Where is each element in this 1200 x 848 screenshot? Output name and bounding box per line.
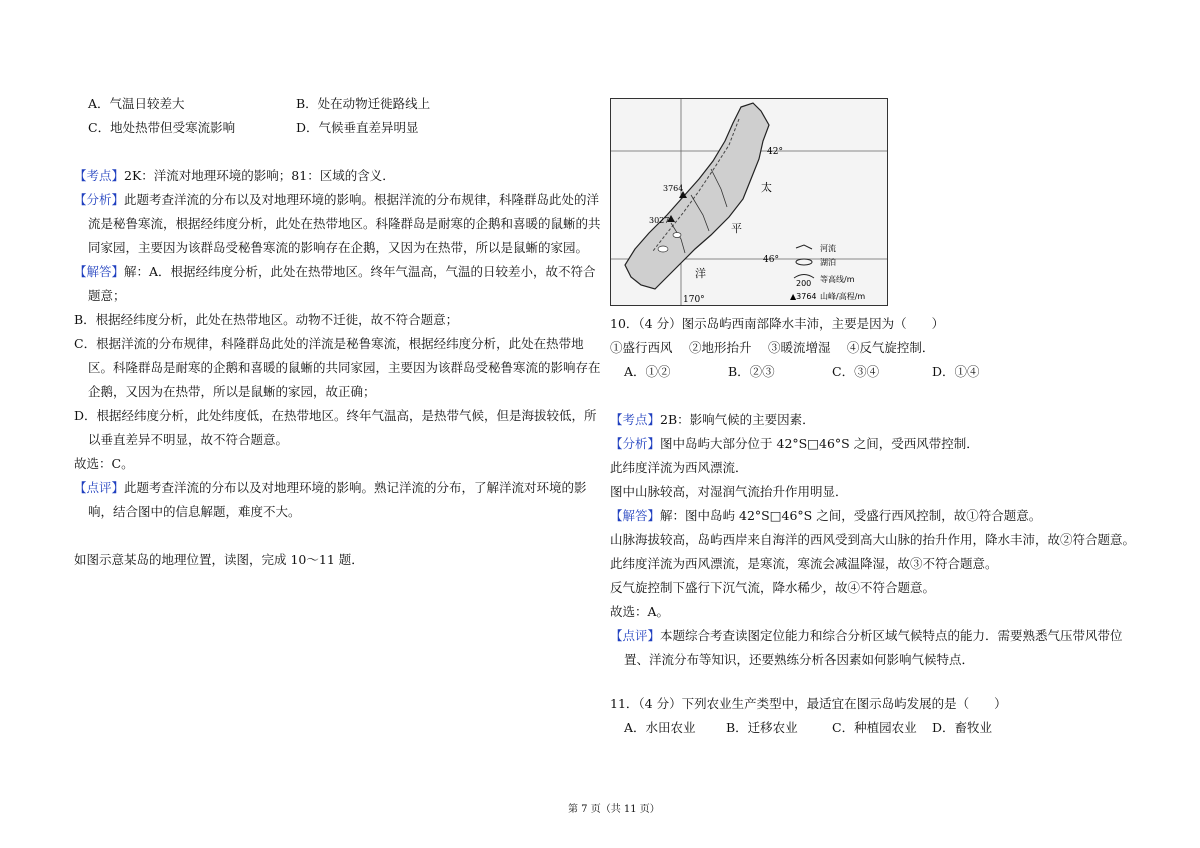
fenxi-tag: 【分析】: [610, 436, 661, 451]
q11-option-a: A．水田农业: [624, 720, 696, 735]
jieda-c-line: C．根据洋流的分布规律，科隆群岛此处的洋流是秘鲁寒流，根据经纬度分析，此处在热带地: [74, 336, 584, 351]
jieda-line: 解：图中岛屿 42°S□46°S 之间，受盛行西风控制，故①符合题意。: [660, 508, 1042, 523]
q11-option-b: B．迁移农业: [726, 720, 798, 735]
dianping-tag: 【点评】: [74, 480, 125, 495]
fenxi-line: 此题考查洋流的分布以及对地理环境的影响。根据洋流的分布规律，科隆群岛此处的洋: [124, 192, 600, 207]
q9-fenxi: [74, 192, 599, 208]
q10-option-a: A．①②: [624, 364, 671, 379]
fenxi-line: 图中山脉较高，对湿润气流抬升作用明显．: [610, 484, 848, 499]
jieda-line: 此纬度洋流为西风漂流，是寒流，寒流会减温降湿，故③不符合题意。: [610, 556, 998, 571]
q11-stem: 11．（4 分）下列农业生产类型中，最适宜在图示岛屿发展的是（ ）: [610, 696, 1007, 711]
jieda-d-line: 以垂直差异不明显，故不符合题意。: [88, 432, 289, 447]
q10-choices: ①盛行西风 ②地形抬升 ③暖流增湿 ④反气旋控制．: [610, 340, 935, 355]
q9-option-b: B．处在动物迁徙路线上: [296, 96, 431, 111]
q9-dianping: [74, 480, 587, 496]
peak-label: 3027: [649, 216, 670, 225]
contour-legend-icon: [794, 275, 814, 279]
q10-kaodian: [610, 412, 815, 428]
fenxi-line: 此纬度洋流为西风漂流．: [610, 460, 748, 475]
page-number: 第 7 页（共 11 页）: [568, 804, 660, 815]
jieda-line: 山脉海拔较高，岛屿西岸来自海洋的西风受到高大山脉的抬升作用，降水丰沛，故②符合题意。: [610, 532, 1136, 547]
q9-answer: 故选：C。: [74, 456, 134, 471]
q11-option-d: D．畜牧业: [932, 720, 993, 735]
q10-answer: 故选：A。: [610, 604, 670, 619]
kaodian-tag: 【考点】: [74, 168, 125, 183]
q10-fenxi: [610, 436, 979, 452]
lake-legend-icon: [796, 259, 812, 265]
q9-option-c: C．地处热带但受寒流影响: [88, 120, 236, 135]
legend-peak-value: ▲3764: [790, 292, 817, 301]
jieda-d-line: D．根据经纬度分析，此处纬度低，在热带地区。终年气温高，是热带气候，但是海拔较低，所: [74, 408, 597, 423]
lon-label-170: 170°: [683, 295, 705, 305]
island-shape: [625, 103, 769, 289]
dianping-line: 此题考查洋流的分布以及对地理环境的影响。熟记洋流的分布，了解洋流对环境的影: [124, 480, 587, 495]
jieda-tag: 【解答】: [74, 264, 125, 279]
legend-lake: 湖泊: [820, 258, 836, 267]
q10-option-c: C．③④: [832, 364, 880, 379]
sea-label: 平: [731, 222, 742, 235]
q10-jieda: [610, 508, 1041, 524]
legend-peak: 山峰/高程/m: [820, 292, 866, 301]
fenxi-line: 同家园，主要因为该群岛受秘鲁寒流的影响存在企鹅，又因为在热带，所以是鼠蜥的家园。: [88, 240, 589, 255]
sea-label: 太: [761, 181, 772, 194]
lat-label-46: 46°: [763, 255, 779, 265]
jieda-c-line: 区。科隆群岛是耐寒的企鹅和喜暖的鼠蜥的共同家园，主要因为该群岛受秘鲁寒流的影响存在: [88, 360, 601, 375]
q9-option-a: A．气温日较差大: [88, 96, 185, 111]
sea-label: 洋: [695, 267, 706, 280]
q10-option-b: B．②③: [728, 364, 775, 379]
jieda-c-line: 企鹅，又因为在热带，所以是鼠蜥的家园，故正确；: [88, 384, 376, 399]
dianping-tag: 【点评】: [610, 628, 661, 643]
lake: [658, 246, 668, 252]
fenxi-tag: 【分析】: [74, 192, 125, 207]
legend-contour-value: 200: [796, 279, 812, 288]
map-intro: 如图示意某岛的地理位置，读图，完成 10～11 题．: [74, 552, 364, 567]
jieda-line: 反气旋控制下盛行下沉气流，降水稀少，故④不符合题意。: [610, 580, 936, 595]
q9-kaodian: [74, 168, 395, 184]
q10-stem: 10．（4 分）图示岛屿西南部降水丰沛，主要是因为（ ）: [610, 316, 945, 331]
jieda-tag: 【解答】: [610, 508, 661, 523]
kaodian-text: 2K：洋流对地理环境的影响；81：区域的含义．: [124, 168, 395, 183]
map-legend: [790, 238, 900, 306]
jieda-b-line: B．根据经纬度分析，此处在热带地区。动物不迁徙，故不符合题意；: [74, 312, 459, 327]
jieda-line: 题意；: [88, 288, 126, 303]
dianping-line: 本题综合考查读图定位能力和综合分析区域气候特点的能力．需要熟悉气压带风带位: [660, 628, 1123, 643]
dianping-line: 置、洋流分布等知识，还要熟练分析各因素如何影响气候特点．: [624, 652, 975, 667]
kaodian-tag: 【考点】: [610, 412, 661, 427]
kaodian-text: 2B：影响气候的主要因素．: [660, 412, 815, 427]
dianping-line: 响，结合图中的信息解题，难度不大。: [88, 504, 301, 519]
legend-contour: 等高线/m: [820, 275, 855, 284]
fenxi-line: 流是秘鲁寒流，根据经纬度分析，此处在热带地区。科隆群岛是耐寒的企鹅和喜暖的鼠蜥的共: [88, 216, 601, 231]
river-legend-icon: [796, 245, 812, 249]
lake: [673, 233, 681, 238]
q11-option-c: C．种植园农业: [832, 720, 917, 735]
fenxi-line: 图中岛屿大部分位于 42°S□46°S 之间，受西风带控制．: [660, 436, 979, 451]
q9-option-d: D．气候垂直差异明显: [296, 120, 419, 135]
peak-label: 3764: [663, 184, 684, 193]
q10-option-d: D．①④: [932, 364, 980, 379]
legend-river: 河流: [820, 244, 836, 253]
jieda-line: 解：A．根据经纬度分析，此处在热带地区。终年气温高，气温的日较差小，故不符合: [124, 264, 596, 279]
q9-jieda: [74, 264, 596, 280]
lat-label-42: 42°: [767, 147, 783, 157]
q10-dianping: [610, 628, 1123, 644]
